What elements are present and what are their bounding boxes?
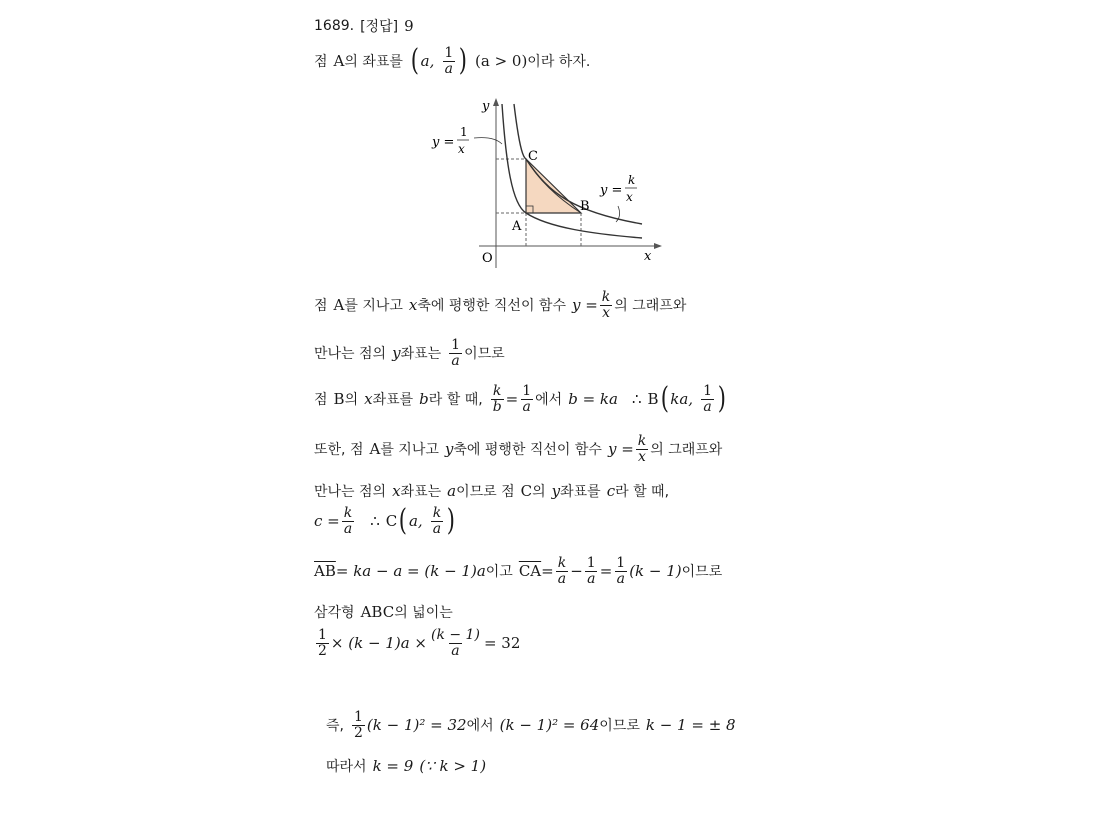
text: 좌표는 (400, 484, 442, 500)
text: 점 (314, 54, 328, 71)
numerator: 1 (318, 627, 327, 643)
paren-right: ) (717, 381, 726, 417)
denominator: x (638, 448, 646, 465)
curve-1-over-x (502, 104, 642, 238)
point-a: A (333, 52, 345, 71)
var-x: x (364, 390, 373, 409)
text: 의 그래프와 (650, 442, 723, 459)
text: 를 지나고 (380, 442, 439, 459)
numerator: (k − 1) (430, 627, 480, 643)
text: 이라 하자. (527, 54, 591, 71)
fraction (342, 506, 354, 536)
var-x: x (408, 296, 418, 315)
line-5 (314, 434, 722, 464)
numerator: 1 (444, 45, 454, 61)
label-c: C (528, 149, 538, 164)
curve2-den: x (626, 190, 633, 204)
numerator: 1 (522, 383, 532, 399)
numerator: k (637, 433, 647, 449)
numerator: k (432, 505, 442, 521)
y-arrow-icon (493, 98, 499, 106)
equation: × (k − 1)a × (330, 634, 427, 653)
text: 이므로 (599, 718, 640, 735)
denominator: a (522, 398, 531, 415)
denominator: a (432, 520, 442, 537)
fraction (636, 434, 648, 464)
x-arrow-icon (654, 243, 662, 249)
line-8 (314, 556, 722, 586)
text: 축에 평행한 직선이 함수 (417, 298, 566, 315)
text: 점 (314, 392, 328, 409)
result: = 32 (483, 634, 521, 653)
equals: = (505, 390, 519, 409)
minus: − (570, 562, 583, 581)
paren-left: ( (410, 43, 419, 79)
fraction (431, 506, 443, 536)
problem-number: 1689. (314, 18, 355, 34)
paren-left: ( (399, 503, 408, 539)
segment-ca: $\overline{CA}$ (518, 562, 542, 581)
numerator: k (601, 289, 611, 305)
curve2-num: k (628, 173, 636, 187)
fraction (316, 628, 329, 658)
denominator: a (343, 520, 353, 537)
var-c: c (606, 482, 616, 500)
denominator: a (587, 570, 596, 587)
text: 만나는 점의 (314, 346, 387, 363)
fraction (429, 628, 482, 658)
triangle-name: ABC (360, 603, 395, 621)
origin-label: O (482, 251, 493, 266)
condition: (a > 0) (475, 52, 528, 71)
fraction (449, 338, 462, 368)
fraction (491, 384, 504, 414)
fraction (352, 710, 365, 740)
text: 삼각형 (314, 605, 355, 621)
segment-ab: $\overline{AB}$ (314, 562, 336, 581)
label-a: A (512, 219, 522, 234)
curve1-pointer (474, 138, 502, 144)
numerator: 1 (703, 383, 712, 399)
denominator: 2 (318, 642, 327, 659)
line-7 (314, 503, 457, 539)
equation: (k − 1) (629, 562, 682, 581)
text: 만나는 점의 (314, 484, 387, 500)
line-10 (314, 628, 520, 658)
text: 라 할 때, (428, 392, 483, 409)
y-axis-label: y (482, 99, 490, 114)
var-y: y = (571, 296, 598, 315)
point-b: B (647, 390, 659, 409)
fraction (701, 384, 714, 414)
denominator: a (703, 398, 712, 415)
line-2 (314, 290, 686, 320)
coord: ka, (670, 390, 694, 409)
denominator: a (444, 60, 453, 77)
result: b = ka (568, 390, 618, 409)
text: 에서 (535, 392, 563, 409)
label-b: B (580, 199, 590, 214)
text: 즉, (326, 718, 344, 735)
numerator: k (557, 555, 567, 571)
line-12 (326, 756, 486, 776)
text: 점 (314, 298, 328, 315)
text: 좌표를 (372, 392, 414, 409)
var-b: b (419, 390, 429, 409)
var-y: y (392, 344, 401, 363)
curve1-num: 1 (460, 125, 468, 139)
denominator: a (616, 570, 625, 587)
text: 를 지나고 (344, 298, 403, 315)
therefore-symbol: ∴ (631, 390, 642, 409)
hyperbola-figure (424, 94, 664, 274)
paren-left: ( (660, 381, 669, 417)
text: 에서 (466, 718, 494, 735)
numerator: 1 (451, 337, 461, 353)
line-3 (314, 338, 505, 368)
point-a: A (369, 440, 381, 459)
denominator: x (602, 304, 610, 321)
line-6 (314, 481, 669, 501)
equals: = (541, 562, 554, 581)
triangle-abc (526, 159, 581, 213)
coord: a, (408, 512, 423, 531)
problem-header (314, 16, 414, 36)
text: 라 할 때, (615, 484, 670, 500)
numerator: k (492, 383, 502, 399)
fraction (600, 290, 612, 320)
denominator: b (492, 398, 502, 415)
paren-right: ) (459, 43, 468, 79)
point-b: B (333, 390, 345, 409)
x-axis-label: x (644, 249, 652, 264)
curve2-y: y = (600, 183, 623, 198)
paren-right: ) (446, 503, 456, 539)
var-y: y = (607, 440, 634, 459)
curve1-den: x (458, 142, 465, 156)
denominator: a (557, 570, 567, 587)
numerator: 1 (586, 555, 596, 571)
text: 의 좌표를 (344, 54, 403, 71)
numerator: 1 (353, 709, 363, 725)
numerator: 1 (616, 555, 626, 571)
text: 의 넓이는 (394, 605, 453, 621)
coord-a: a, (420, 52, 435, 71)
curve1-y: y = (432, 135, 455, 150)
equation: (k − 1)² = 64 (499, 716, 600, 735)
text: 이므로 점 (456, 484, 515, 500)
line-1 (314, 43, 591, 79)
numerator: k (343, 505, 353, 521)
fraction (442, 46, 455, 76)
equation: (k − 1)² = 32 (366, 716, 467, 735)
answer-label: [정답] (360, 19, 399, 35)
equation: k − 1 = ± 8 (645, 716, 736, 735)
var-y: y (444, 440, 454, 459)
text: 의 (344, 392, 359, 409)
line-4 (314, 381, 728, 417)
var-y: y (551, 482, 561, 500)
fraction (520, 384, 533, 414)
text: 이므로 (464, 346, 505, 363)
equation: k = 9 (372, 757, 414, 775)
denominator: 2 (353, 724, 363, 741)
text: 의 (532, 484, 546, 500)
point-c: C (520, 482, 533, 500)
fraction (556, 556, 568, 586)
var-x: x (392, 482, 401, 500)
text: 이고 (485, 564, 513, 581)
text: 따라서 (326, 759, 367, 775)
text: 의 그래프와 (614, 298, 687, 315)
point-a: A (333, 296, 345, 315)
text: 또한, 점 (314, 442, 364, 459)
equals: = (599, 562, 613, 581)
line-9 (314, 602, 453, 622)
point-c: C (385, 512, 398, 531)
denominator: a (451, 642, 460, 659)
fraction (585, 556, 598, 586)
fraction (614, 556, 627, 586)
text: 이므로 (681, 564, 723, 581)
denominator: a (451, 352, 460, 369)
text: 축에 평행한 직선이 함수 (453, 442, 602, 459)
condition: (∵ k > 1) (419, 757, 487, 775)
var-c: c = (314, 512, 340, 531)
answer-value: 9 (404, 17, 414, 35)
var-a: a (447, 482, 457, 500)
text: 좌표를 (560, 484, 601, 500)
equation: = ka − a = (k − 1)a (335, 562, 486, 581)
therefore-symbol: ∴ (370, 512, 380, 531)
text: 좌표는 (400, 346, 442, 363)
line-11 (326, 710, 736, 740)
